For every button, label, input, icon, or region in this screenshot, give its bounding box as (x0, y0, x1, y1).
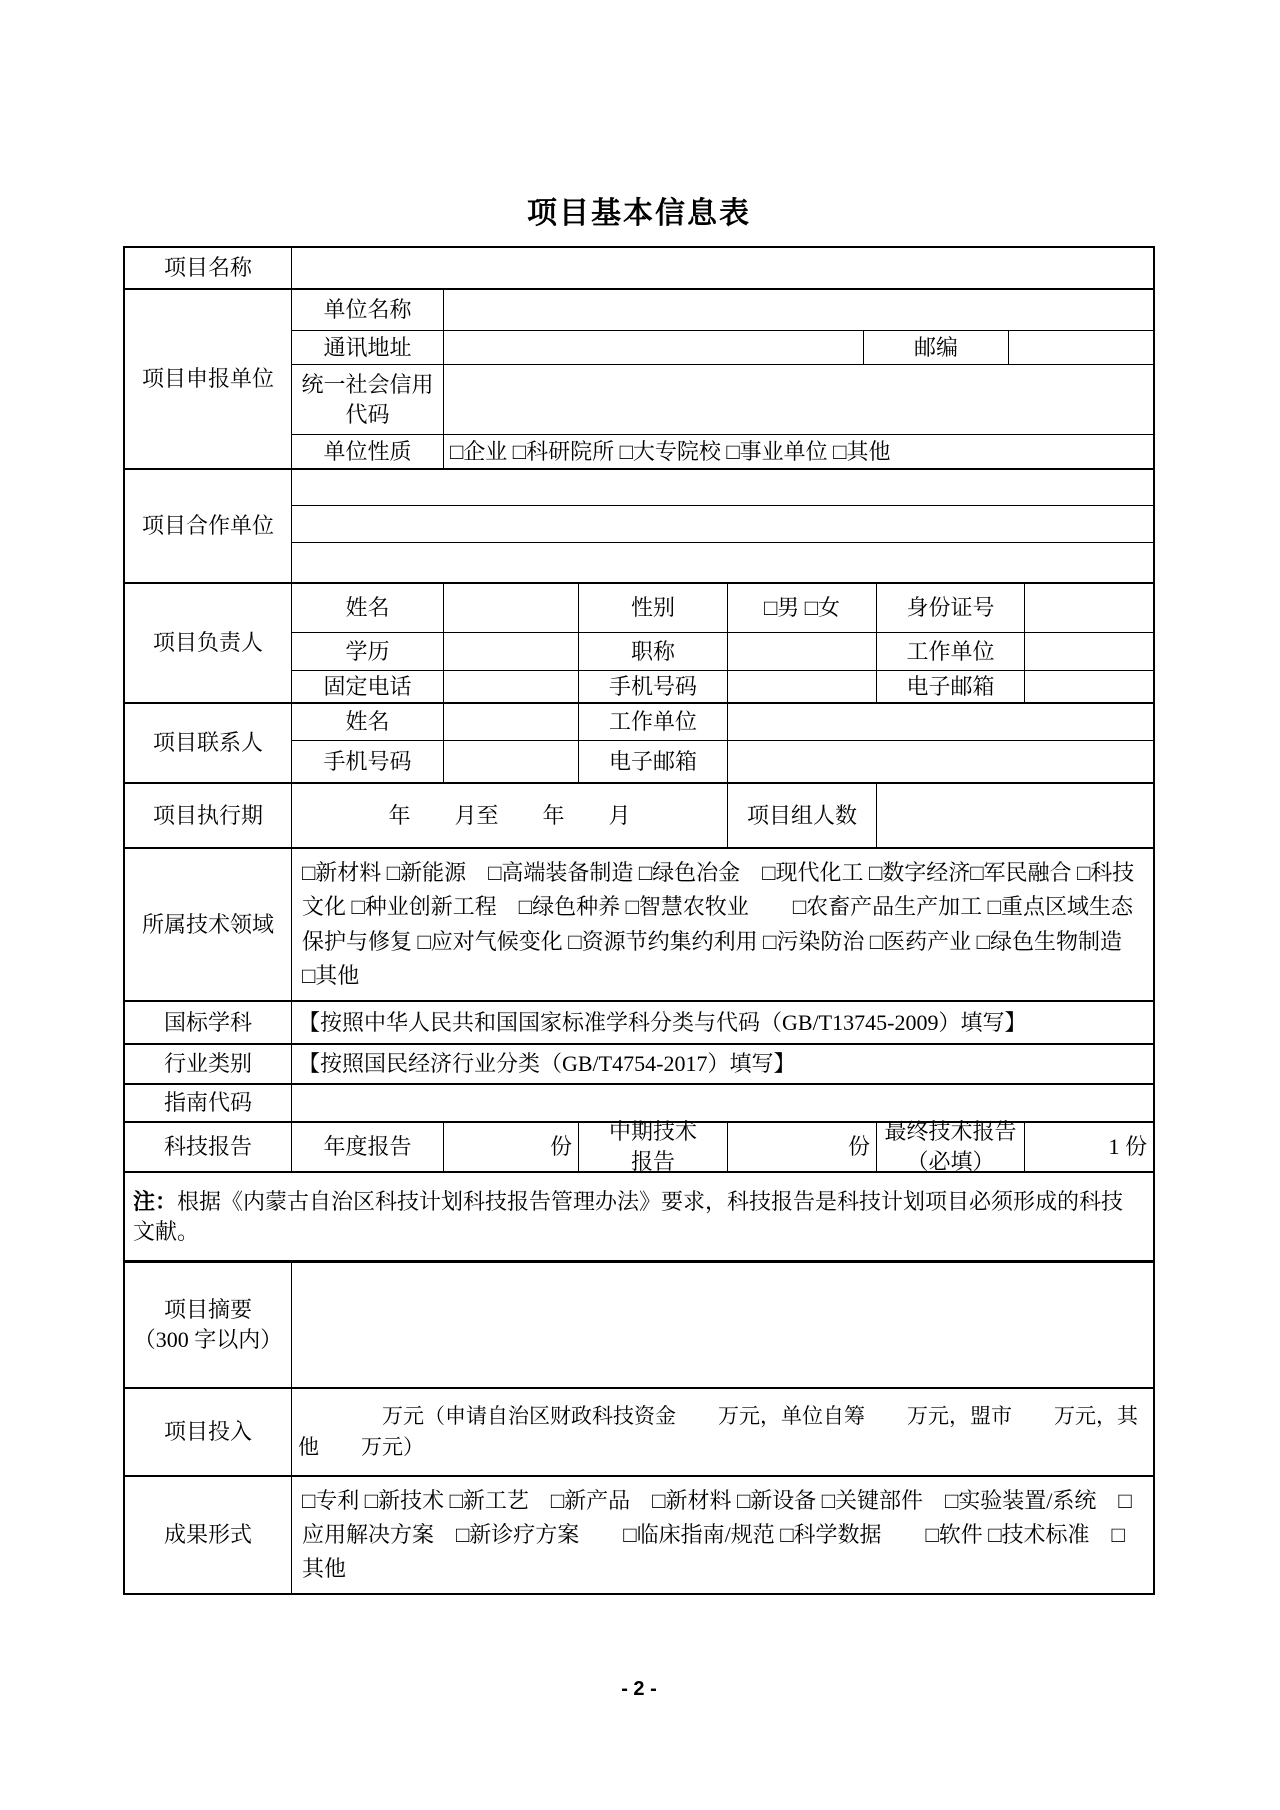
credit-code-input[interactable] (444, 365, 1153, 434)
project-info-table (123, 246, 1155, 1595)
annual-report-count[interactable]: 份 (444, 1123, 579, 1171)
postcode-label: 邮编 (864, 331, 1009, 364)
section-partner (125, 468, 1153, 582)
leader-gender-checkboxes[interactable]: □男 □女 (728, 584, 877, 632)
tech-field-label: 所属技术领域 (125, 849, 292, 1000)
leader-email-input[interactable] (1025, 671, 1153, 702)
section-contact (125, 702, 1153, 782)
leader-degree-label: 学历 (292, 633, 444, 670)
investment-input[interactable]: 万元（申请自治区财政科技资金 万元，单位自筹 万元，盟市 万元，其他 万元） (298, 1403, 1138, 1459)
leader-email-label: 电子邮箱 (877, 671, 1025, 702)
contact-mobile-input[interactable] (444, 741, 579, 782)
unit-type-label: 单位性质 (292, 435, 444, 468)
discipline-value[interactable]: 【按照中华人民共和国国家标准学科分类与代码（GB/T13745-2009）填写】 (298, 1009, 1027, 1035)
applicant-label: 项目申报单位 (125, 290, 292, 468)
page-title: 项目基本信息表 (527, 197, 751, 230)
leader-phone-input[interactable] (444, 671, 579, 702)
outcome-checkboxes[interactable]: □专利 □新技术 □新工艺 □新产品 □新材料 □新设备 □关键部件 □实验装置/系统 □应用解决方案 □新诊疗方案 □临床指南/规范 □科学数据 □软件 □技术标准 □其他 (302, 1487, 1132, 1582)
final-report-count[interactable]: 1 份 (1108, 1134, 1147, 1160)
section-reports (125, 1119, 1153, 1174)
partner-input-2[interactable] (292, 506, 1153, 542)
industry-label: 行业类别 (125, 1045, 292, 1083)
abstract-input[interactable] (292, 1263, 1153, 1387)
section-investment (125, 1387, 1153, 1475)
team-size-label: 项目组人数 (728, 784, 877, 847)
leader-gender-label: 性别 (579, 584, 728, 632)
team-size-input[interactable] (877, 784, 1153, 847)
contact-label: 项目联系人 (125, 704, 292, 782)
section-outcome (125, 1475, 1153, 1593)
industry-value[interactable]: 【按照国民经济行业分类（GB/T4754-2017）填写】 (298, 1051, 796, 1077)
tech-field-checkboxes[interactable]: □新材料 □新能源 □高端装备制造 □绿色冶金 □现代化工 □数字经济□军民融合 □科技文化 □种业创新工程 □绿色种养 □智慧农牧业 □农畜产品生产加工 □重点区域生态保护与修复 □应对气候变化 □资源节约集约利用 □污染防治 □医药产业 □绿色生物制造 □其他 (302, 860, 1144, 988)
section-project-name (125, 248, 1153, 288)
section-leader (125, 582, 1153, 702)
reports-label: 科技报告 (125, 1123, 292, 1171)
interim-report-label: 中期技术报告 (579, 1123, 728, 1171)
section-duration (125, 782, 1153, 847)
leader-name-label: 姓名 (292, 584, 444, 632)
leader-id-input[interactable] (1025, 584, 1153, 632)
page-number: - 2 - (621, 1678, 657, 1700)
note-text: 注：根据《内蒙古自治区科技计划科技报告管理办法》要求，科技报告是科技计划项目必须形成的科技文献。 (133, 1188, 1124, 1244)
section-note (125, 1171, 1153, 1260)
interim-report-count[interactable]: 份 (728, 1123, 877, 1171)
leader-mobile-label: 手机号码 (579, 671, 728, 702)
section-industry (125, 1043, 1153, 1083)
contact-email-label: 电子邮箱 (579, 741, 728, 782)
unit-type-checkboxes[interactable]: □企业 □科研院所 □大专院校 □事业单位 □其他 (450, 438, 891, 464)
abstract-label: 项目摘要 （300 字以内） (125, 1263, 292, 1387)
partner-input-3[interactable] (292, 543, 1153, 582)
section-tech-field (125, 847, 1153, 1000)
contact-email-input[interactable] (728, 741, 1153, 782)
duration-input[interactable]: 年 月至 年 月 (292, 784, 728, 847)
section-abstract (125, 1260, 1153, 1387)
leader-title-label: 职称 (579, 633, 728, 670)
discipline-label: 国标学科 (125, 1002, 292, 1043)
section-applicant (125, 288, 1153, 468)
partner-label: 项目合作单位 (125, 470, 292, 582)
address-label: 通讯地址 (292, 331, 444, 364)
contact-name-label: 姓名 (292, 704, 444, 740)
final-report-label: 最终技术报告（必填） (877, 1123, 1025, 1171)
leader-label: 项目负责人 (125, 584, 292, 702)
leader-employer-label: 工作单位 (877, 633, 1025, 670)
outcome-label: 成果形式 (125, 1477, 292, 1593)
postcode-input[interactable] (1009, 331, 1153, 364)
partner-input-1[interactable] (292, 470, 1153, 505)
section-guide-code (125, 1083, 1153, 1121)
duration-label: 项目执行期 (125, 784, 292, 847)
investment-label: 项目投入 (125, 1389, 292, 1475)
leader-mobile-input[interactable] (728, 671, 877, 702)
credit-code-label: 统一社会信用代码 (292, 365, 444, 434)
annual-report-label: 年度报告 (292, 1123, 444, 1171)
leader-degree-input[interactable] (444, 633, 579, 670)
leader-title-input[interactable] (728, 633, 877, 670)
leader-phone-label: 固定电话 (292, 671, 444, 702)
leader-id-label: 身份证号 (877, 584, 1025, 632)
contact-employer-label: 工作单位 (579, 704, 728, 740)
unit-name-label: 单位名称 (292, 290, 444, 330)
leader-employer-input[interactable] (1025, 633, 1153, 670)
note-prefix: 注： (133, 1188, 178, 1214)
project-name-label: 项目名称 (125, 248, 292, 288)
unit-name-input[interactable] (444, 290, 1153, 330)
section-discipline (125, 1000, 1153, 1043)
guide-code-label: 指南代码 (125, 1085, 292, 1121)
contact-mobile-label: 手机号码 (292, 741, 444, 782)
project-name-input[interactable] (292, 248, 1153, 288)
contact-name-input[interactable] (444, 704, 579, 740)
address-input[interactable] (444, 331, 864, 364)
leader-name-input[interactable] (444, 584, 579, 632)
guide-code-input[interactable] (292, 1085, 1153, 1121)
contact-employer-input[interactable] (728, 704, 1153, 740)
